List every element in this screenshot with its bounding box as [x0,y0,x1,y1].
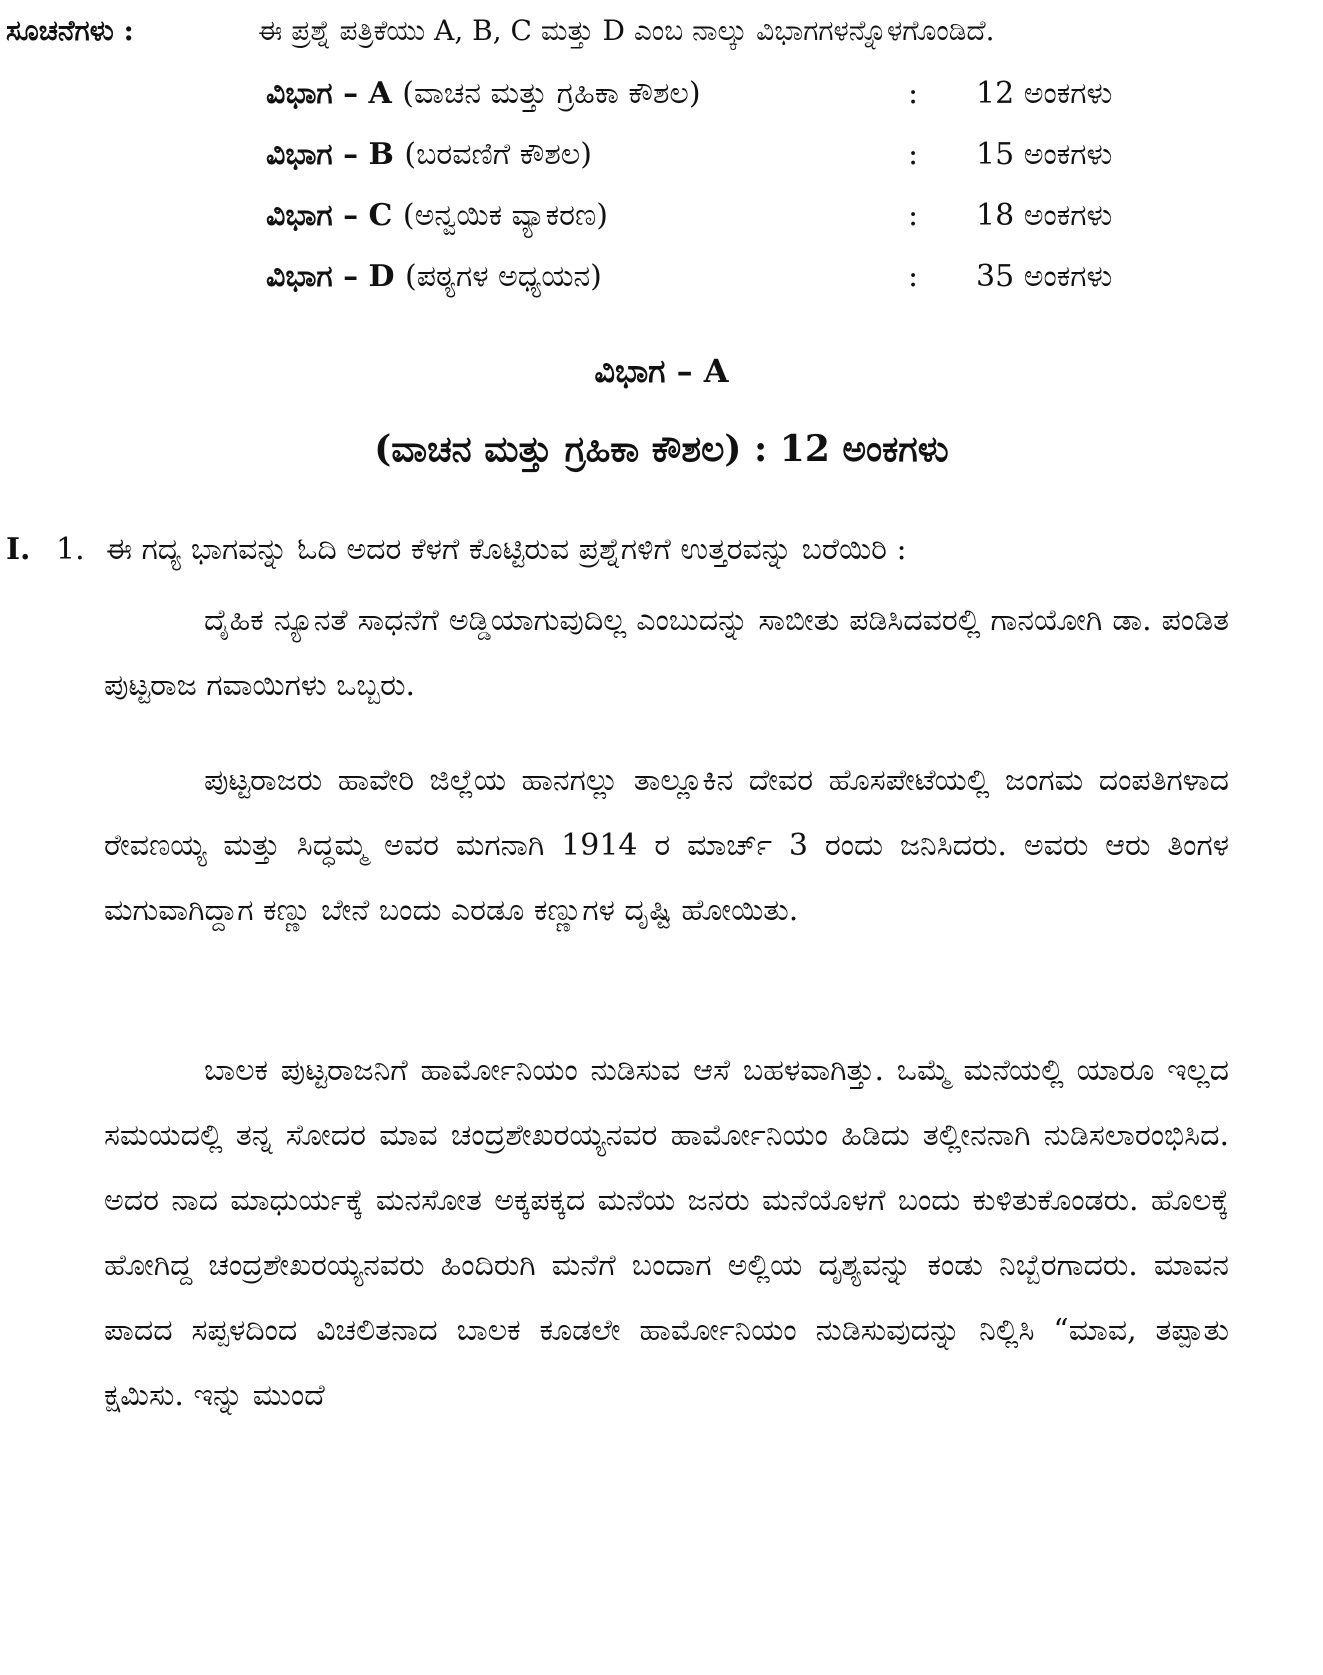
question-number: 1. [56,532,85,567]
section-colon: : [908,137,919,172]
section-heading-title: ವಿಭಾಗ – A [594,352,729,390]
instructions-text: ಈ ಪ್ರಶ್ನೆ ಪತ್ರಿಕೆಯು A, B, C ಮತ್ತು D ಎಂಬ ನಾಲ್ಕು ವಿಭಾಗಗಳನ್ನೊಳಗೊಂಡಿದೆ. [258,14,995,47]
section-name: ವಿಭಾಗ – B [266,137,394,172]
section-marks: 12 ಅಂಕಗಳು [976,76,1113,111]
instructions-row [6,14,1303,58]
section-colon: : [908,198,919,233]
section-row-c [266,198,1166,242]
section-marks: 15 ಅಂಕಗಳು [976,137,1113,172]
section-description: (ಪಠ್ಯಗಳ ಅಧ್ಯಯನ) [405,259,602,294]
section-heading-subtitle: (ವಾಚನ ಮತ್ತು ಗ್ರಹಿಕಾ ಕೌಶಲ) : 12 ಅಂಕಗಳು [374,428,949,470]
section-row-b [266,137,1166,181]
section-name: ವಿಭಾಗ – D [266,259,395,294]
section-colon: : [908,259,919,294]
section-name: ವಿಭಾಗ – A [266,76,392,111]
section-description: (ಬರವಣಿಗೆ ಕೌಶಲ) [404,137,592,172]
section-row-d [266,259,1166,303]
passage-paragraph-3: ಬಾಲಕ ಪುಟ್ಟರಾಜನಿಗೆ ಹಾರ್ಮೋನಿಯಂ ನುಡಿಸುವ ಆಸೆ ಬಹಳವಾಗಿತ್ತು. ಒಮ್ಮೆ ಮನೆಯಲ್ಲಿ ಯಾರೂ ಇಲ್ಲದ ಸಮಯದಲ್ಲಿ ತನ್ನ ಸೋದರ ಮಾವ ಚಂದ್ರಶೇಖರಯ್ಯನವರ ಹಾರ್ಮೋನಿಯಂ ಹಿಡಿದು ತಲ್ಲೀನನಾಗಿ ನುಡಿಸಲಾರಂಭಿಸಿದ. ಅದರ ನಾದ ಮಾಧುರ್ಯಕ್ಕೆ ಮನಸೋತ ಅಕ್ಕಪಕ್ಕದ ಮನೆಯ ಜನರು ಮನೆಯೊಳಗೆ ಬಂದು ಕುಳಿತುಕೊಂಡರು. ಹೊಲಕ್ಕೆ ಹೋಗಿದ್ದ ಚಂದ್ರಶೇಖರಯ್ಯನವರು ಹಿಂದಿರುಗಿ ಮನೆಗೆ ಬಂದಾಗ ಅಲ್ಲಿಯ ದೃಶ್ಯವನ್ನು ಕಂಡು ನಿಬ್ಬೆರಗಾದರು. ಮಾವನ ಪಾದದ ಸಪ್ಪಳದಿಂದ ವಿಚಲಿತನಾದ ಬಾಲಕ ಕೂಡಲೇ ಹಾರ್ಮೋನಿಯಂ ನುಡಿಸುವುದನ್ನು ನಿಲ್ಲಿಸಿ “ಮಾವ, ತಪ್ಪಾತು ಕ್ಷಮಿಸು. ಇನ್ನು ಮುಂದೆ [104,1053,1229,1413]
question-row [6,532,1303,582]
section-marks: 18 ಅಂಕಗಳು [976,198,1113,233]
section-description: (ವಾಚನ ಮತ್ತು ಗ್ರಹಿಕಾ ಕೌಶಲ) [402,76,701,111]
passage-paragraph-2: ಪುಟ್ಟರಾಜರು ಹಾವೇರಿ ಜಿಲ್ಲೆಯ ಹಾನಗಲ್ಲು ತಾಲ್ಲೂಕಿನ ದೇವರ ಹೊಸಪೇಟೆಯಲ್ಲಿ ಜಂಗಮ ದಂಪತಿಗಳಾದ ರೇವಣಯ್ಯ ಮತ್ತು ಸಿದ್ಧಮ್ಮ ಅವರ ಮಗನಾಗಿ 1914 ರ ಮಾರ್ಚ್ 3 ರಂದು ಜನಿಸಿದರು. ಅವರು ಆರು ತಿಂಗಳ ಮಗುವಾಗಿದ್ದಾಗ ಕಣ್ಣು ಬೇನೆ ಬಂದು ಎರಡೂ ಕಣ್ಣುಗಳ ದೃಷ್ಟಿ ಹೋಯಿತು. [104,763,1229,928]
section-description: (ಅನ್ವಯಿಕ ವ್ಯಾಕರಣ) [402,198,609,233]
instructions-label: ಸೂಚನೆಗಳು : [6,14,134,47]
section-row-a [266,76,1166,120]
question-roman-numeral: I. [6,532,31,567]
passage-paragraph-1: ದೈಹಿಕ ನ್ಯೂನತೆ ಸಾಧನೆಗೆ ಅಡ್ಡಿಯಾಗುವುದಿಲ್ಲ ಎಂಬುದನ್ನು ಸಾಬೀತು ಪಡಿಸಿದವರಲ್ಲಿ ಗಾನಯೋಗಿ ಡಾ. ಪಂಡಿತ ಪುಟ್ಟರಾಜ ಗವಾಯಿಗಳು ಒಬ್ಬರು. [104,603,1229,703]
section-name: ವಿಭಾಗ – C [266,198,393,233]
section-colon: : [908,76,919,111]
question-text: ಈ ಗದ್ಯ ಭಾಗವನ್ನು ಓದಿ ಅದರ ಕೆಳಗೆ ಕೊಟ್ಟಿರುವ ಪ್ರಶ್ನೆಗಳಿಗೆ ಉತ್ತರವನ್ನು ಬರೆಯಿರಿ : [106,532,907,567]
section-marks: 35 ಅಂಕಗಳು [976,259,1113,294]
